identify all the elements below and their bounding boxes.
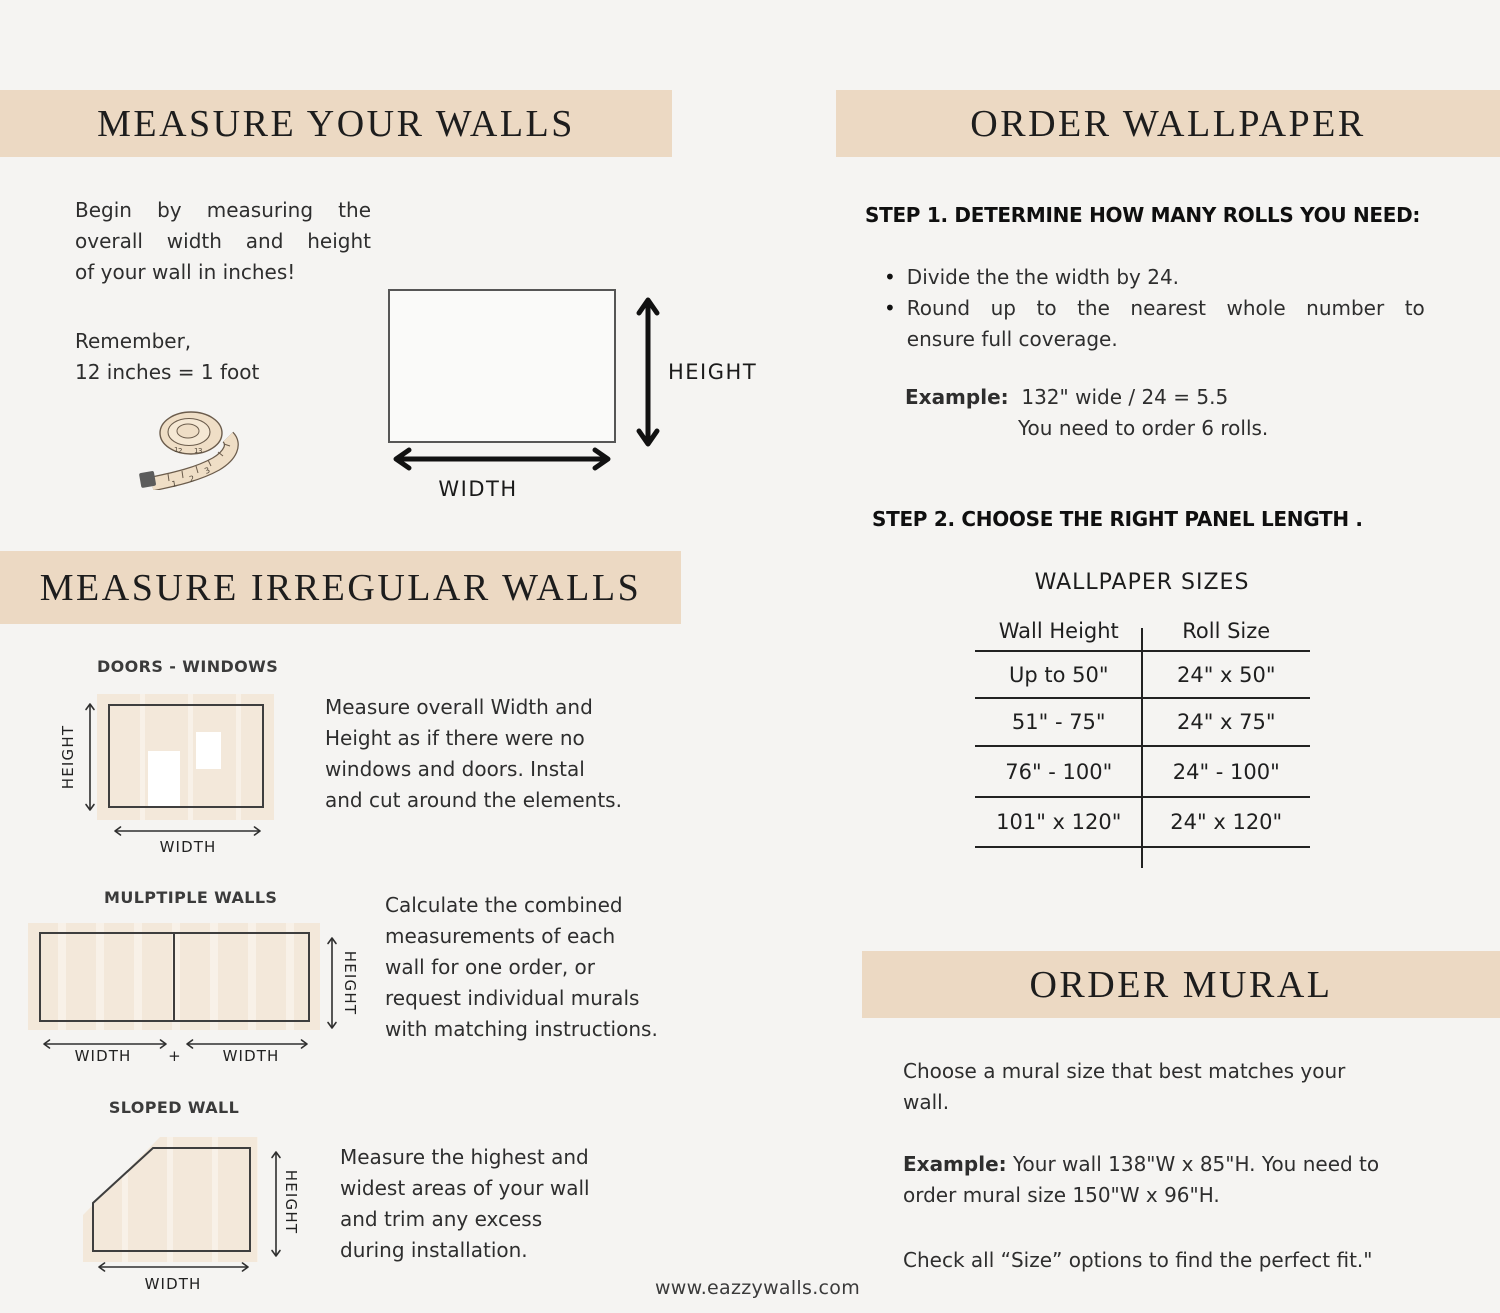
intro-line: overall width and height: [75, 229, 371, 253]
table-cell: 24" x 50": [1176, 662, 1276, 687]
example-value: 132" wide / 24 = 5.5: [1021, 385, 1229, 409]
width-label: WIDTH: [438, 477, 518, 501]
table-cell: 24" - 100": [1172, 759, 1280, 784]
multiple-walls-label: MULPTIPLE WALLS: [104, 888, 278, 907]
wall-divider-line: [173, 932, 175, 1022]
width-arrow-icon: [387, 444, 617, 474]
order-wallpaper-title: ORDER WALLPAPER: [970, 102, 1366, 145]
mural-paragraph: Choose a mural size that best matches your wall.: [903, 1059, 1346, 1114]
width-label: WIDTH: [74, 1047, 132, 1065]
width-arrow-icon: [95, 1261, 252, 1273]
wallpaper-sizes-table: [975, 612, 1310, 848]
remember-line: 12 inches = 1 foot: [75, 360, 260, 384]
step1-example-line2: You need to order 6 rolls.: [1018, 416, 1269, 440]
height-arrow-icon: [633, 291, 663, 453]
height-label: HEIGHT: [341, 950, 359, 1016]
mural-example-line1: Example: Your wall 138"W x 85"H. You need to: [903, 1152, 1380, 1176]
remember-note: [75, 326, 259, 388]
wallpaper-sizes-title: WALLPAPER SIZES: [1034, 570, 1250, 595]
bullet-text: Round up to the nearest whole number to ensure full coverage.: [906, 296, 1425, 351]
sloped-wall-outline: [88, 1143, 258, 1258]
bullet-item: [884, 262, 1179, 293]
example-label: Example:: [905, 385, 1009, 409]
tape-number: 1: [171, 479, 178, 489]
sloped-wall-label: SLOPED WALL: [108, 1098, 240, 1117]
plus-sign: +: [168, 1047, 182, 1065]
svg-text:2: 2: [188, 473, 196, 484]
step1-example-line1: [905, 382, 1228, 413]
width-arrow-icon: [111, 825, 264, 837]
height-label: HEIGHT: [59, 724, 77, 790]
bullet-item: [884, 293, 1425, 355]
doors-windows-text: Measure overall Width and Height as if there were no windows and doors. Instal and cut around the elements.: [325, 695, 622, 812]
measure-your-walls-banner: [0, 90, 672, 157]
width-label: WIDTH: [159, 838, 217, 856]
order-mural-banner: [862, 951, 1500, 1018]
svg-text:1: 1: [174, 446, 179, 454]
door-shape: [148, 751, 180, 806]
svg-text:3: 3: [203, 465, 212, 476]
table-cell: 101" x 120": [996, 810, 1122, 834]
table-cell: 24" x 75": [1176, 710, 1276, 734]
width-label: WIDTH: [222, 1047, 280, 1065]
remember-line: Remember,: [75, 329, 192, 353]
height-label: HEIGHT: [668, 360, 758, 384]
svg-text:3: 3: [198, 447, 203, 455]
measure-your-walls-title: MEASURE YOUR WALLS: [97, 102, 575, 145]
table-cell: Up to 50": [1008, 662, 1109, 687]
mural-example-line2: order mural size 150"W x 96"H.: [903, 1183, 1220, 1207]
table-column-divider: [1141, 628, 1143, 868]
sloped-wall-text: Measure the highest and widest areas of your wall and trim any excess during installation.: [340, 1145, 590, 1262]
height-arrow-icon: [83, 700, 97, 814]
window-shape: [196, 732, 221, 769]
mural-size-note: Check all “Size” options to find the perfect fit.": [903, 1248, 1373, 1272]
svg-text:2: 2: [178, 447, 183, 455]
table-cell: 76" - 100": [1005, 759, 1113, 784]
width-label: WIDTH: [144, 1275, 202, 1293]
table-cell: 51" - 75": [1011, 710, 1106, 734]
measure-irregular-walls-banner: [0, 551, 681, 624]
example-label: Example:: [903, 1152, 1007, 1176]
bullet-text: Divide the the width by 24.: [906, 265, 1180, 289]
table-cell: 24" x 120": [1170, 810, 1283, 834]
multiple-walls-text: Calculate the combined measurements of each wall for one order, or request individual murals with matching instructions.: [385, 893, 658, 1041]
bullet-icon: •: [884, 296, 896, 320]
step2-heading: STEP 2. CHOOSE THE RIGHT PANEL LENGTH .: [872, 507, 1363, 531]
order-mural-title: ORDER MURAL: [1029, 963, 1333, 1006]
step1-heading: STEP 1. DETERMINE HOW MANY ROLLS YOU NEED:: [865, 203, 1421, 227]
intro-line: Begin by measuring the: [75, 198, 371, 222]
svg-text:1: 1: [194, 447, 199, 455]
height-arrow-icon: [269, 1148, 283, 1260]
doors-windows-wall-outline: [108, 704, 264, 808]
table-header-cell: Wall Height: [998, 619, 1119, 643]
intro-line: of your wall in inches!: [75, 260, 296, 284]
mural-example: [903, 1149, 1463, 1211]
doors-windows-label: DOORS - WINDOWS: [97, 657, 279, 676]
measure-irregular-walls-title: MEASURE IRREGULAR WALLS: [39, 566, 642, 609]
measure-intro-paragraph: [75, 195, 371, 288]
footer-url: www.eazzywalls.com: [654, 1277, 861, 1299]
order-wallpaper-banner: [836, 90, 1500, 157]
bullet-icon: •: [884, 265, 896, 289]
height-label: HEIGHT: [282, 1169, 300, 1235]
table-header-cell: Roll Size: [1182, 619, 1271, 643]
tape-measure-icon: [138, 408, 250, 490]
wall-diagram: [388, 289, 616, 443]
height-arrow-icon: [325, 934, 339, 1032]
